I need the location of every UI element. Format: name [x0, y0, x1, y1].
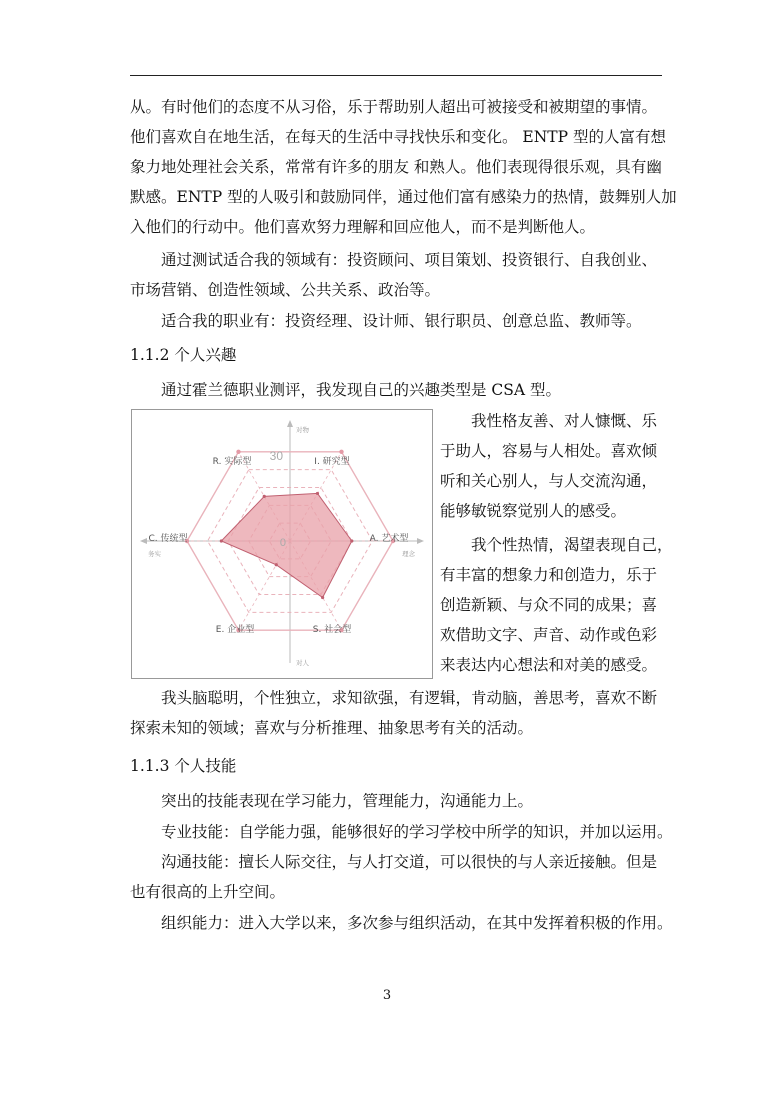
axis-end-label-left: 务实: [148, 550, 161, 558]
header-rule: [130, 75, 662, 76]
text-line: 来表达内心想法和对美的感受。: [440, 656, 658, 674]
paragraph-holland: [130, 375, 670, 405]
type-label: S. 社会型: [312, 625, 352, 635]
axis-end-label-top: 对物: [296, 426, 309, 434]
text-line: 默感。ENTP 型的人吸引和鼓励同伴，通过他们富有感染力的热情，鼓舞别人加: [130, 188, 677, 206]
text-line: 欢借助文字、声音、动作或色彩: [440, 626, 658, 644]
paragraph-entp: [130, 92, 677, 242]
text-line: 从。有时他们的态度不从习俗，乐于帮助别人超出可被接受和被期望的事情。: [130, 98, 658, 116]
text-line: 入他们的行动中。他们喜欢努力理解和回应他人，而不是判断他人。: [130, 218, 596, 236]
horizontal-axis-arrow-left: [140, 538, 147, 544]
type-label: C. 传统型: [148, 534, 188, 544]
paragraph-professional-skill: [130, 817, 673, 847]
data-point: [263, 495, 266, 498]
data-point: [350, 539, 353, 542]
scale-label-max: 30: [269, 449, 283, 463]
scale-label-min: 0: [279, 537, 286, 549]
radar-vertex-dot: [236, 450, 240, 454]
data-point: [321, 596, 324, 599]
paragraph-communication-skill: [130, 847, 670, 907]
radar-vertex-dot: [339, 450, 343, 454]
vertical-axis-arrow: [287, 420, 293, 427]
axis-end-label-right: 理念: [402, 550, 415, 558]
text-line: 组织能力：进入大学以来，多次参与组织活动，在其中发挥着积极的作用。: [161, 914, 673, 932]
text-line: 探索未知的领域；喜欢与分析推理、抽象思考有关的活动。: [130, 719, 534, 737]
text-line: 专业技能：自学能力强，能够很好的学习学校中所学的知识，并加以运用。: [161, 823, 673, 841]
type-label: R. 实际型: [212, 457, 252, 467]
text-line: 创造新颖、与众不同的成果；喜: [440, 596, 658, 614]
section-heading-interests: 1.1.2 个人兴趣: [130, 346, 237, 364]
text-line: 他们喜欢自在地生活，在每天的生活中寻找快乐和变化。 ENTP 型的人富有想: [130, 128, 667, 146]
text-line: 通过测试适合我的领域有：投资顾问、项目策划、投资银行、自我创业、: [161, 251, 658, 269]
text-line: 有丰富的想象力和创造力，乐于: [440, 566, 658, 584]
data-point: [220, 539, 223, 542]
page-number: 3: [382, 988, 392, 1003]
horizontal-axis-arrow: [417, 538, 424, 544]
type-label: A. 艺术型: [369, 534, 409, 544]
section-heading-skills: 1.1.3 个人技能: [130, 757, 237, 775]
text-line: 也有很高的上升空间。: [130, 883, 286, 901]
type-label: I. 研究型: [314, 457, 350, 467]
text-line: 沟通技能：擅长人际交往，与人打交道，可以很快的与人亲近接触。但是: [161, 853, 658, 871]
holland-radar-chart: [131, 409, 433, 679]
paragraph-investigative-trait: [130, 683, 670, 743]
text-line: 突出的技能表现在学习能力，管理能力，沟通能力上。: [161, 792, 534, 810]
data-polygon: [221, 493, 351, 597]
text-line: 适合我的职业有：投资经理、设计师、银行职员、创意总监、教师等。: [161, 312, 642, 330]
paragraph-social-trait: [440, 406, 670, 526]
text-line: 能够敏锐察觉别人的感受。: [440, 502, 627, 520]
paragraph-artistic-trait: [440, 530, 673, 680]
data-point: [275, 563, 278, 566]
radar-svg: [132, 410, 432, 678]
text-line: 象力地处理社会关系，常常有许多的朋友 和熟人。他们表现得很乐观，具有幽: [130, 158, 662, 176]
paragraph-careers: [130, 306, 670, 336]
paragraph-skills: [130, 786, 670, 816]
text-line: 通过霍兰德职业测评，我发现自己的兴趣类型是 CSA 型。: [161, 381, 562, 399]
text-line: 我个性热情，渴望表现自己，: [471, 536, 673, 554]
text-line: 我头脑聪明，个性独立，求知欲强，有逻辑，肯动脑，善思考，喜欢不断: [161, 689, 658, 707]
axis-end-label-bottom: 对人: [296, 659, 309, 667]
paragraph-organization-skill: [130, 908, 673, 938]
text-line: 我性格友善、对人慷慨、乐: [471, 412, 658, 430]
data-point: [316, 492, 319, 495]
paragraph-fields: [130, 245, 670, 305]
text-line: 于助人，容易与人相处。喜欢倾: [440, 442, 658, 460]
text-line: 市场营销、创造性领域、公共关系、政治等。: [130, 281, 441, 299]
type-label: E. 企业型: [215, 625, 255, 635]
text-line: 听和关心别人，与人交流沟通，: [440, 472, 658, 490]
